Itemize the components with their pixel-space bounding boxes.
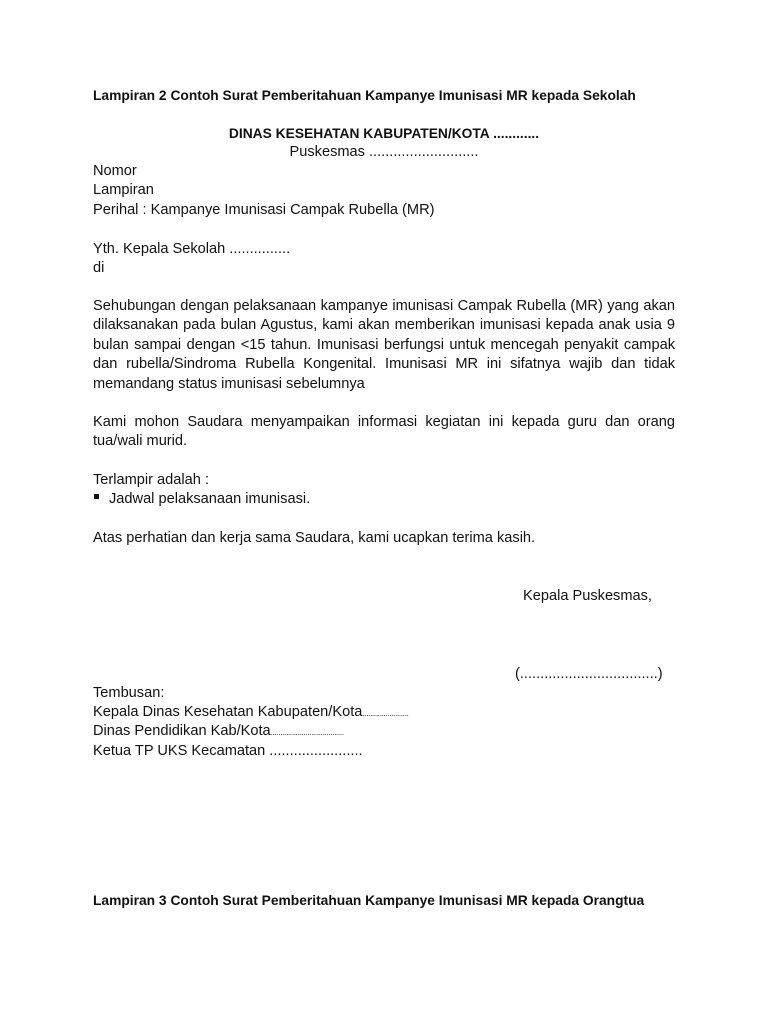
attachment-list-item [93, 490, 310, 509]
body-paragraph-2: Kami mohon Saudara menyampaikan informasi kegiatan ini kepada guru dan orang tua/wali murid. [93, 414, 675, 450]
cc-item-text: Kepala Dinas Kesehatan Kabupaten/Kota [93, 704, 363, 720]
meta-nomor: Nomor [93, 163, 137, 179]
meta-lampiran: Lampiran [93, 182, 154, 198]
letterhead-puskesmas: Puskesmas ........................... [289, 144, 479, 160]
square-bullet-icon [93, 492, 102, 501]
cc-item [93, 742, 363, 761]
signature-title: Kepala Puskesmas, [523, 588, 652, 604]
appendix-3-heading: Lampiran 3 Contoh Surat Pemberitahuan Kampanye Imunisasi MR kepada Orangtua [93, 893, 645, 908]
attachment-item-text: Jadwal pelaksanaan imunisasi. [109, 491, 311, 507]
letterhead-agency: DINAS KESEHATAN KABUPATEN/KOTA ............ [228, 126, 540, 141]
cc-item [93, 703, 409, 723]
recipient-location: di [93, 260, 105, 276]
attachment-label: Terlampir adalah : [93, 472, 209, 488]
signature-name-placeholder: (..................................) [515, 666, 663, 682]
cc-item-dots: ...................................... [270, 728, 344, 737]
recipient-line: Yth. Kepala Sekolah ............... [93, 241, 291, 257]
appendix-2-heading: Lampiran 2 Contoh Surat Pemberitahuan Kampanye Imunisasi MR kepada Sekolah [93, 88, 636, 103]
cc-item-text: Ketua TP UKS Kecamatan ....................... [93, 743, 363, 759]
body-paragraph-1: Sehubungan dengan pelaksanaan kampanye imunisasi Campak Rubella (MR) yang akan dilaksanakan pada bulan Agustus, kami akan memberikan imunisasi kepada anak usia 9 bulan sampai dengan <15 tahun. Imunisasi berfungsi untuk mencegah penyakit campak dan rubella/Sindroma Rubella Kongenital. Imunisasi MR ini sifatnya wajib dan tidak memandang status imunisasi sebelumnya [93, 298, 675, 392]
closing-sentence: Atas perhatian dan kerja sama Saudara, kami ucapkan terima kasih. [93, 530, 536, 546]
meta-perihal: Perihal : Kampanye Imunisasi Campak Rubella (MR) [93, 202, 435, 218]
cc-item-text: Dinas Pendidikan Kab/Kota [93, 723, 271, 739]
cc-item-dots: ........................ [362, 709, 409, 718]
cc-label: Tembusan: [93, 685, 165, 701]
cc-item [93, 722, 344, 742]
